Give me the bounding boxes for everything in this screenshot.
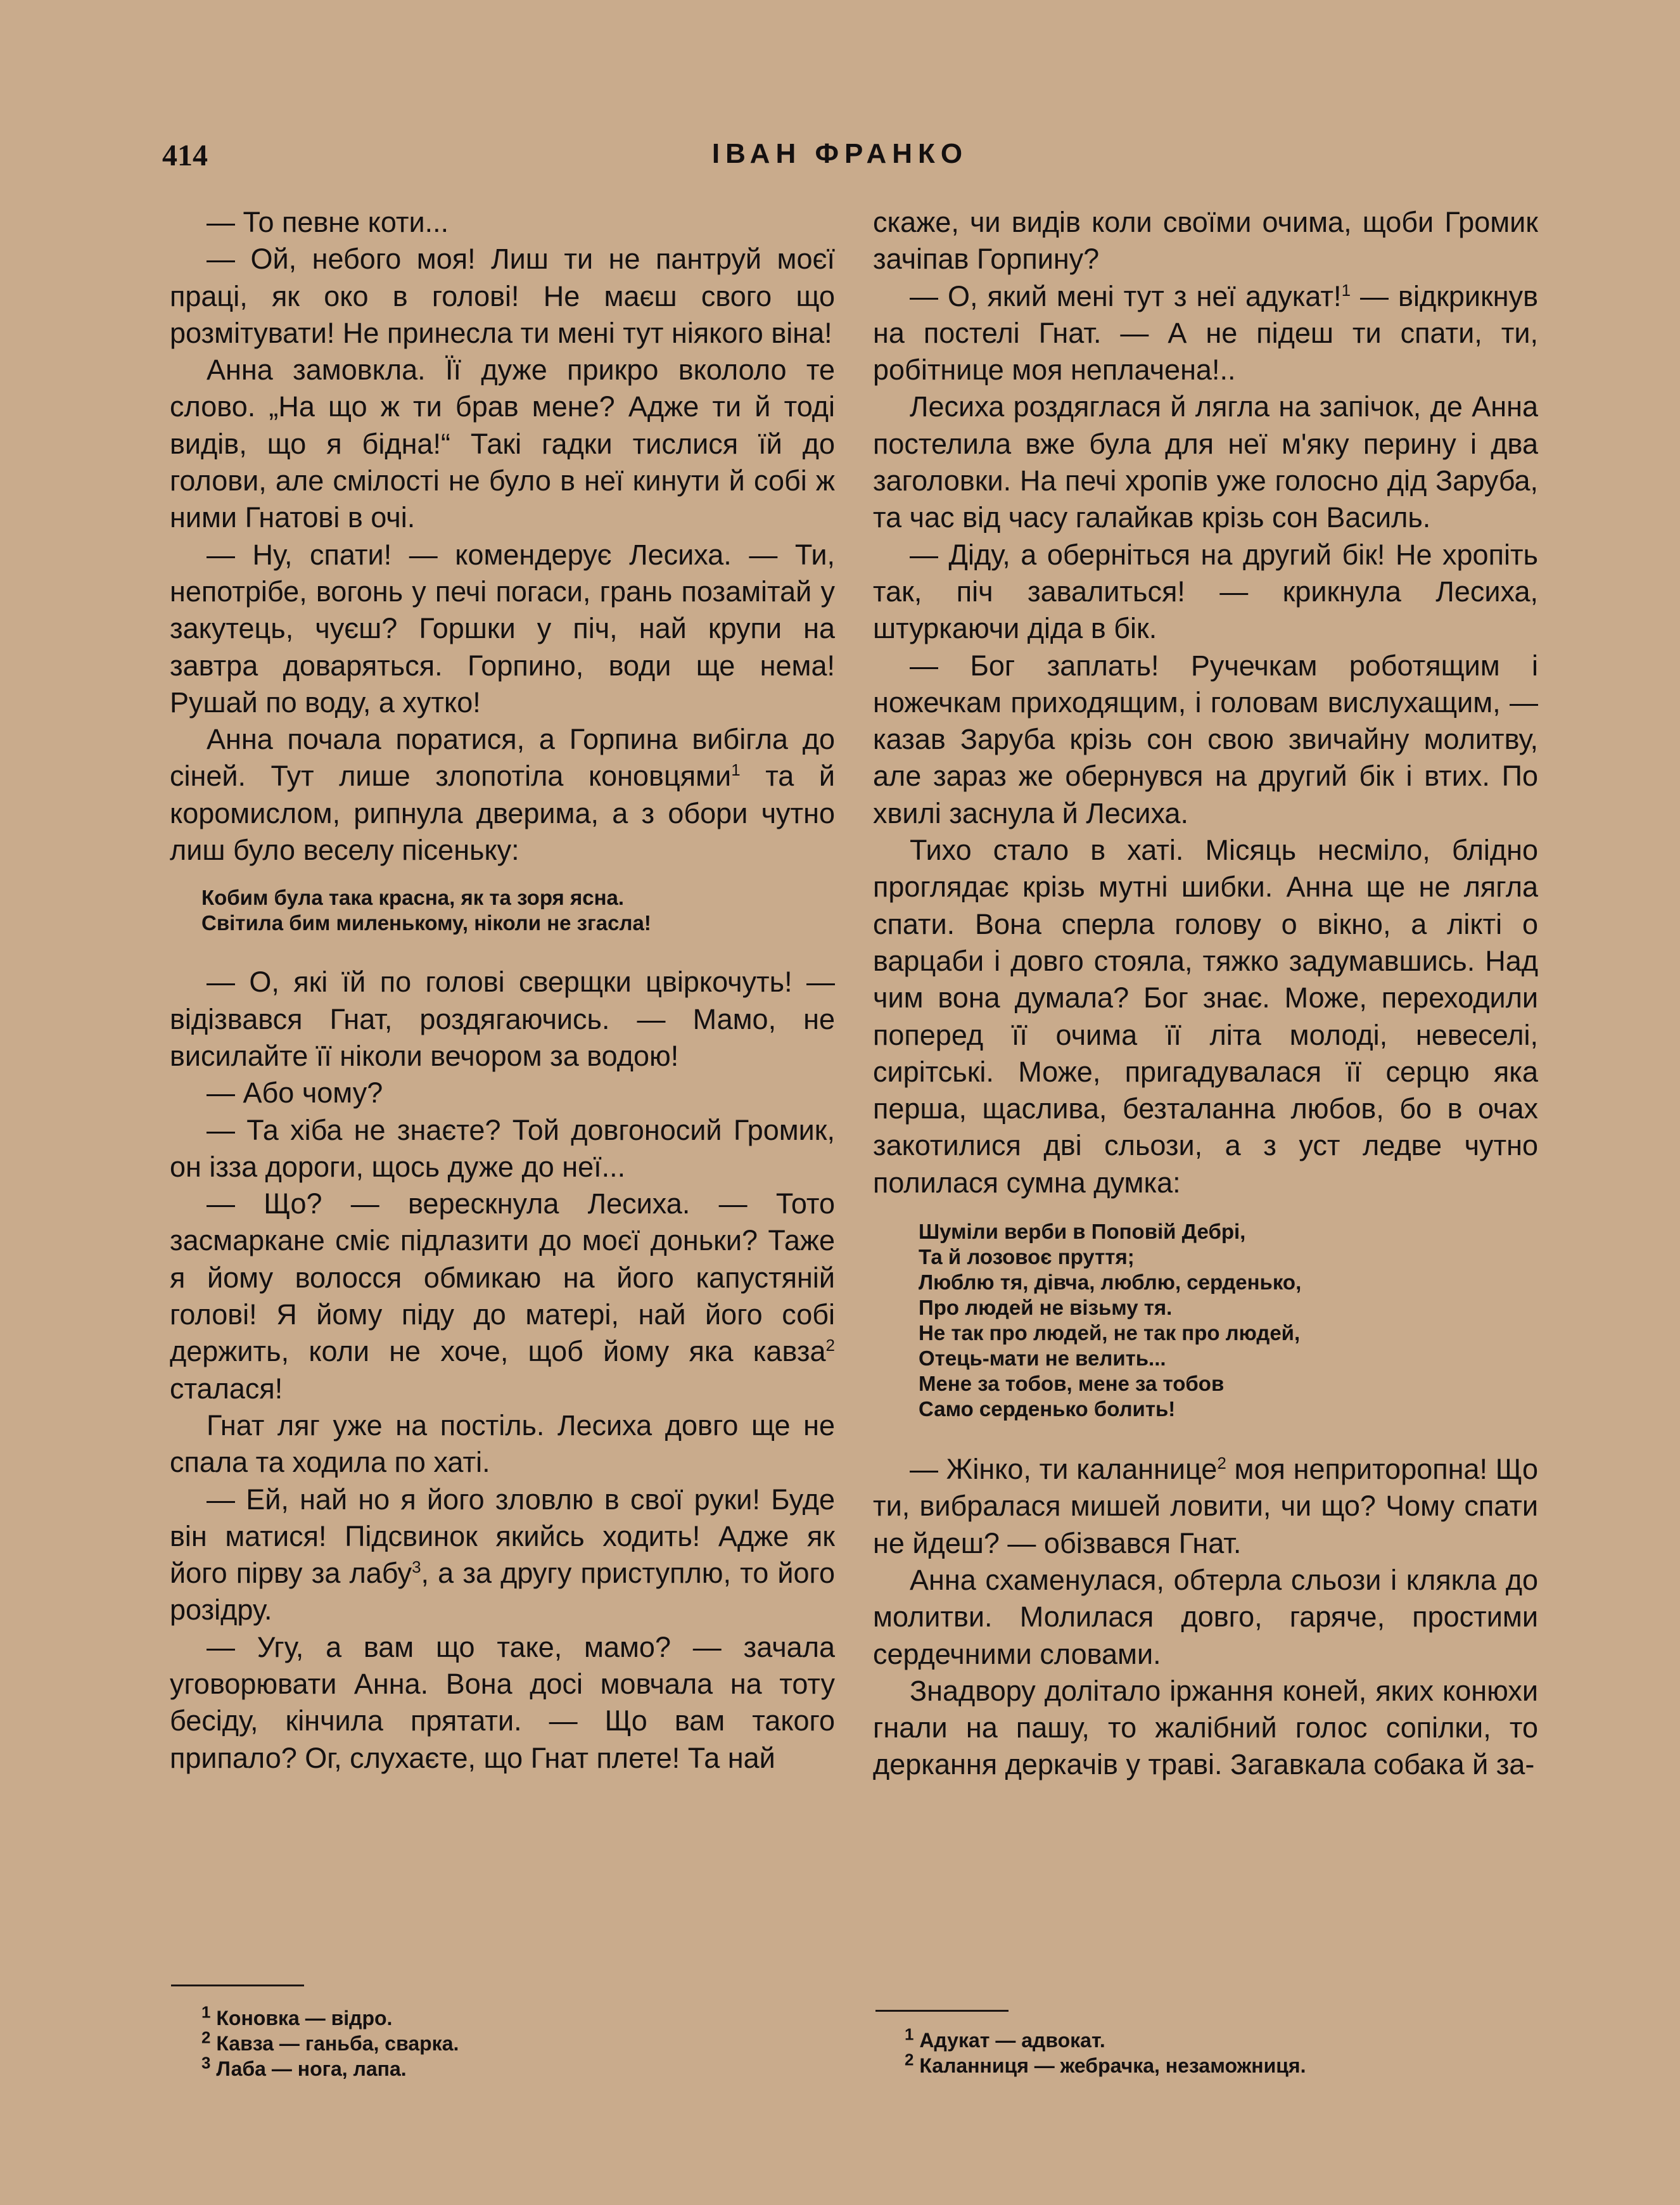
paragraph: Анна замовкла. Її дуже прикро вкололо те слово. „На що ж ти брав мене? Адже ти й тоді видів, що я бідна!“ Такі гадки тислися їй до голови, але смілості не було в неї кинути й собі ж ними Гнатові в очі. [170,354,835,534]
paragraph: — Та хіба не знаєте? Той довгоносий Громик, он ізза дороги, щось дуже до неї... [170,1113,835,1183]
paragraph: — Або чому? [207,1077,383,1109]
paragraph-text: сталася! [170,1372,283,1405]
verse-line: Шуміли верби в Поповій Дебрі, [919,1220,1246,1244]
footnote [905,2050,1306,2078]
footnotes-right [905,2024,1306,2078]
verse-line: Світила бим миленькому, ніколи не згасла! [201,911,651,935]
paragraph [873,278,1538,389]
right-column [873,204,1538,1784]
paragraph: скаже, чи видів коли своїми очима, щоби Громик зачіпав Горпину? [873,206,1538,276]
paragraph [873,1451,1538,1562]
footnote-text: Каланниця — жебрачка, незаможниця. [919,2054,1306,2077]
footnote-number: 2 [201,2028,211,2047]
footnote-number: 2 [905,2050,914,2069]
footnote [201,2002,459,2031]
paragraph: Лесиха роздяглася й лягла на запічок, де Анна постелила вже була для неї м'яку перину і два заголовки. На печі хропів уже голосно дід Заруба, та час від часу галайкав крізь сон Василь. [873,390,1538,534]
paragraph: Тихо стало в хаті. Місяць несміло, блідно проглядає крізь мутні шибки. Анна ще не лягла спати. Вона сперла голову о вікно, а лікті о варцаби і довго стояла, тяжко задумавшись. Над чим вона думала? Бог знає. Може, переходили поперед її очима її літа молоді, невеселі, сирітські. Може, пригадувалася її серцю яка перша, щаслива, безталанна любов, бо в очах закотилися дві сльози, а з уст ледве чутно полилася сумна думка: [873,834,1538,1199]
paragraph [170,1481,835,1629]
footnote [201,2028,459,2056]
paragraph: Знадвору долітало іржання коней, яких конюхи гнали на пашу, то жалібний голос сопілки, то деркання деркачів у траві. Загавкала собака й за- [873,1674,1538,1781]
footnote-divider [171,1984,304,1986]
footnote-marker: 2 [1217,1454,1226,1473]
paragraph-text: — Що? — верескнула Лесиха. — Тото засмаркане сміє підлазити до моєї доньки? Таже я йому волосся обмикаю на його капустяній голові! Я йому піду до матері, най його собі держить, коли не хоче, щоб йому яка кавза [170,1187,835,1368]
footnote-marker: 1 [731,760,741,780]
verse-line: Люблю тя, дівча, люблю, серденько, [919,1270,1302,1294]
paragraph-text: , а за другу приступлю, то його розідру. [170,1557,835,1627]
page-header [0,138,1680,176]
footnote [905,2024,1306,2053]
page-number: 414 [162,139,208,172]
song-verse [919,1219,1538,1422]
paragraph: — Ну, спати! — комендерує Лесиха. — Ти, непотрібе, вогонь у печі погаси, грань позамітай у закутець, чуєш? Горшки у піч, най крупи на завтра доваряться. Горпино, води ще нема! Рушай по воду, а хутко! [170,538,835,719]
footnote-number: 1 [905,2024,914,2044]
footnote-number: 3 [201,2053,211,2073]
footnote [201,2053,459,2081]
verse-line: Само серденько болить! [919,1397,1176,1421]
footnote-marker: 2 [825,1336,835,1355]
left-column [170,204,835,1777]
footnote-divider [875,2010,1009,2012]
paragraph: — Угу, а вам що таке, мамо? — зачала уговорювати Анна. Вона досі мовчала на тоту бесіду, кінчила прятати. — Що вам такого припало? Ог, слухаєте, що Гнат плете! Та най [170,1630,835,1774]
verse-line: Не так про людей, не так про людей, [919,1321,1301,1345]
footnote-text: Коновка — відро. [216,2007,393,2029]
paragraph: — То певне коти... [207,206,449,238]
paragraph-text: — О, який мені тут з неї адукат! [910,279,1342,312]
paragraph-text: — відкрикнув на постелі Гнат. — А не підеш ти спати, ти, робітнице моя неплачена!.. [873,279,1539,387]
song-verse [201,885,835,936]
verse-line: Мене за тобов, мене за тобов [919,1372,1225,1396]
verse-line: Отець-мати не велить... [919,1346,1166,1371]
footnotes-left [201,2002,459,2081]
paragraph: — Бог заплать! Ручечкам роботящим і ножечкам приходящим, і головам вислухащим, — казав Заруба крізь сон свою звичайну молитву, але зараз же обернувся на другий бік і втих. По хвилі заснула й Лесиха. [873,649,1538,829]
verse-line: Кобим була така красна, як та зоря ясна. [201,886,625,910]
footnote-number: 1 [201,2002,211,2022]
footnote-marker: 3 [412,1557,421,1577]
paragraph: Анна схаменулася, обтерла сльози і клякла до молитви. Молилася довго, гаряче, простими сердечними словами. [873,1563,1538,1670]
paragraph: — О, які їй по голові сверщки цвіркочуть! — відізвався Гнат, роздягаючись. — Мамо, не висилайте її ніколи вечором за водою! [170,966,835,1072]
verse-line: Про людей не візьму тя. [919,1296,1173,1320]
paragraph-text: та й коромислом, рипнула дверима, а з обори чутно лиш було веселу пісеньку: [170,760,835,867]
paragraph-text: моя неприторопна! Що ти, вибралася мишей ловити, чи що? Чому спати не йдеш? — обізвався Гнат. [873,1453,1538,1559]
paragraph: Гнат ляг уже на постіль. Лесиха довго ще не спала та ходила по хаті. [170,1409,835,1479]
paragraph: — Ой, небого моя! Лиш ти не пантруй моєї праці, як око в голові! Не маєш свого що розмітувати! Не принесла ти мені тут ніякого віна! [170,243,835,349]
footnote-marker: 1 [1341,280,1351,300]
paragraph [170,1186,835,1407]
footnote-text: Адукат — адвокат. [919,2029,1105,2052]
footnote-text: Лаба — нога, лапа. [216,2057,407,2080]
paragraph-text: Анна почала поратися, а Горпина вибігла до сіней. Тут лише злопотіла коновцями [170,723,835,793]
verse-line: Та й лозовоє пруття; [919,1245,1135,1269]
paragraph [170,721,835,869]
paragraph-text: — Ей, най но я його зловлю в свої руки! Буде він матися! Підсвинок якийсь ходить! Адже як його пірву за лабу [170,1483,835,1590]
paragraph: — Діду, а оберніться на другий бік! Не хропіть так, піч завалиться! — крикнула Лесиха, штуркаючи діда в бік. [873,538,1538,645]
running-title: ІВАН ФРАНКО [711,138,969,169]
footnote-text: Кавза — ганьба, сварка. [216,2032,459,2055]
paragraph-text: — Жінко, ти каланнице [910,1453,1218,1486]
